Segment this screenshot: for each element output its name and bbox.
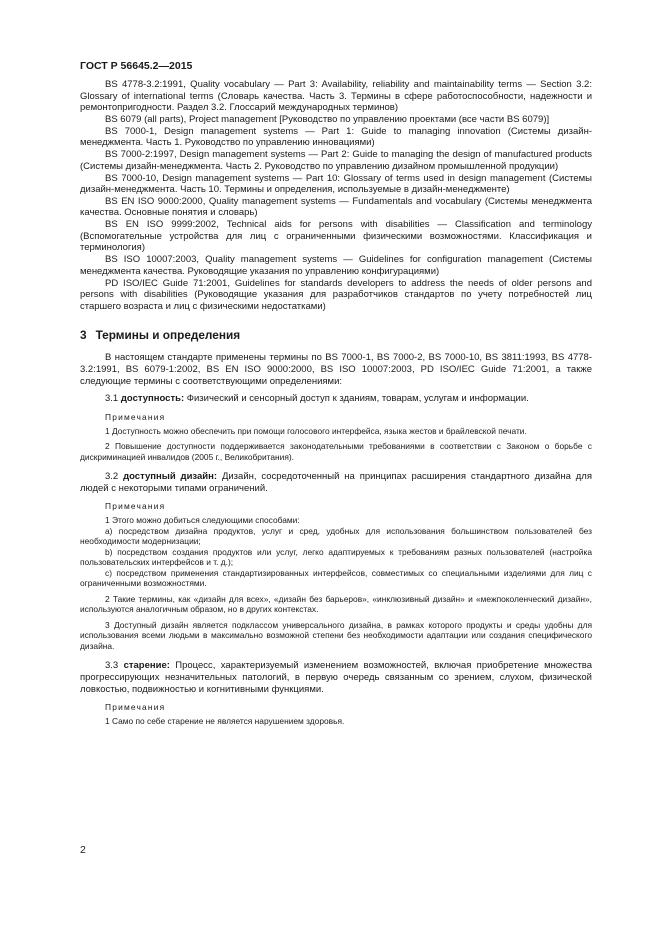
term-entry <box>80 660 592 726</box>
note-item: 1 Само по себе старение не является нарушением здоровья. <box>105 716 345 727</box>
section-heading <box>80 328 592 342</box>
reference-item: BS 7000-1, Design management systems — Part 1: Guide to managing innovation (Системы дизайн-менеджмента. Часть 1. Руководство по управлению инновациями) <box>80 125 592 149</box>
normative-references <box>80 79 592 312</box>
term-name: старение: <box>123 660 170 672</box>
reference-item: BS 6079 (all parts), Project management [Руководство по управлению проектами (все части BS 6079)] <box>105 113 550 125</box>
term-definition <box>80 393 592 405</box>
term-name: доступность: <box>120 393 185 405</box>
reference-item: BS 7000-2:1997, Design management systems — Part 2: Guide to managing the design of manufactured products (Системы дизайн-менеджмента. Часть 2. Руководство по управлению дизайном промышленной продукции) <box>80 149 592 172</box>
page-number: 2 <box>80 844 86 856</box>
term-number: 3.3 <box>105 660 119 672</box>
term-definition-text: Физический и сенсорный доступ к зданиям, товарам, услугам и информации. <box>186 393 529 405</box>
reference-item: BS EN ISO 9000:2000, Quality management systems — Fundamentals and vocabulary (Системы менеджмента качества. Основные понятия и словарь) <box>80 195 592 219</box>
term-entry <box>80 471 592 651</box>
note-item: 1 Этого можно добиться следующими способами: <box>105 515 300 526</box>
section-number: 3 <box>80 328 87 343</box>
page-content <box>80 79 592 727</box>
reference-item: BS 4778-3.2:1991, Quality vocabulary — Part 3: Availability, reliability and maintainability terms — Section 3.2: Glossary of international terms (Словарь качества. Часть 3. Термины в сфере работоспособности, надежности и ремонтопригодности. Раздел 3.2. Глоссарий международных терминов) <box>80 79 592 114</box>
term-definition-text: Процесс, характеризуемый изменением возможностей, включая приобретение множества прогрессирующих незначительных патологий, в первую очередь связанным со зрением, слухом, физической ловкостью, подвижностью и когнитивными функциями. <box>80 660 593 695</box>
term-definition <box>80 471 592 494</box>
notes-label: Примечания <box>105 411 166 422</box>
term-entry <box>80 393 592 462</box>
section-title-text: Термины и определения <box>95 328 241 343</box>
term-definition <box>80 660 592 695</box>
reference-item: BS ISO 10007:2003, Quality management systems — Guidelines for configuration management (Системы менеджмента качества. Руководящие указания по управлению конфигурациями) <box>80 254 592 277</box>
reference-item: PD ISO/IEC Guide 71:2001, Guidelines for standards developers to address the needs of older persons and persons with disabilities (Руководящие указания для разработчиков стандартов по учету потребностей лиц старшего возраста и лиц с физическими недостатками) <box>80 277 592 312</box>
reference-item: BS EN ISO 9999:2002, Technical aids for persons with disabilities — Classification and terminology (Вспомогательные устройства для лиц с ограниченными физическими возможностями. Классификация и терминология) <box>80 219 592 254</box>
note-item: a) посредством дизайна продуктов, услуг и сред, удобных для использования большинством пользователей без необходимости модернизации; <box>80 525 592 547</box>
note-item: 1 Доступность можно обеспечить при помощи голосового интерфейса, языка жестов и брайлевской печати. <box>105 425 527 436</box>
note-item: 3 Доступный дизайн является подклассом универсального дизайна, в рамках которого продукты и среды удобны для использования всеми людьми в максимально возможной степени без необходимости адаптации или создания специфического дизайна. <box>80 619 592 651</box>
note-item: c) посредством применения стандартизированных интерфейсов, совместимых со специальными изделиями для лиц с ограниченными возможностями. <box>80 567 592 589</box>
term-number: 3.2 <box>105 471 119 483</box>
note-item: b) посредством создания продуктов или услуг, легко адаптируемых к требованиям разных пользователей (настройка пользовательских интерфейсов и т. д.); <box>80 546 592 568</box>
term-name: доступный дизайн: <box>123 471 218 483</box>
reference-item: BS 7000-10, Design management systems — Part 10: Glossary of terms used in design management (Системы дизайн-менеджмента. Часть 10. Термины и определения, используемые в дизайн-менеджменте) <box>80 172 592 196</box>
section-intro: В настоящем стандарте применены термины по BS 7000-1, BS 7000-2, BS 7000-10, BS 3811:1993, BS 4778-3.2:1991, BS 6079-1:2002, BS EN ISO 9000:2000, BS ISO 10007:2003, PD ISO/IEC Guide 71:2001, а также следующие термины с соответствующими определениями: <box>80 352 592 387</box>
notes-label: Примечания <box>105 501 166 512</box>
standard-code-header: ГОСТ Р 56645.2—2015 <box>80 60 193 72</box>
notes-label: Примечания <box>105 702 166 713</box>
note-item: 2 Такие термины, как «дизайн для всех», «дизайн без барьеров», «инклюзивный дизайн» и «межпоколенческий дизайн», используются аналогичным образом, но в других контекстах. <box>80 593 592 615</box>
term-number: 3.1 <box>105 393 119 405</box>
term-definition-text: Дизайн, сосредоточенный на принципах расширения стандартного дизайна для людей с некоторыми типами ограничений. <box>80 471 592 494</box>
note-item: 2 Повышение доступности поддерживается законодательными требованиями в соответствии с Законом о борьбе с дискриминацией инвалидов (2005 г., Великобритания). <box>80 441 592 462</box>
